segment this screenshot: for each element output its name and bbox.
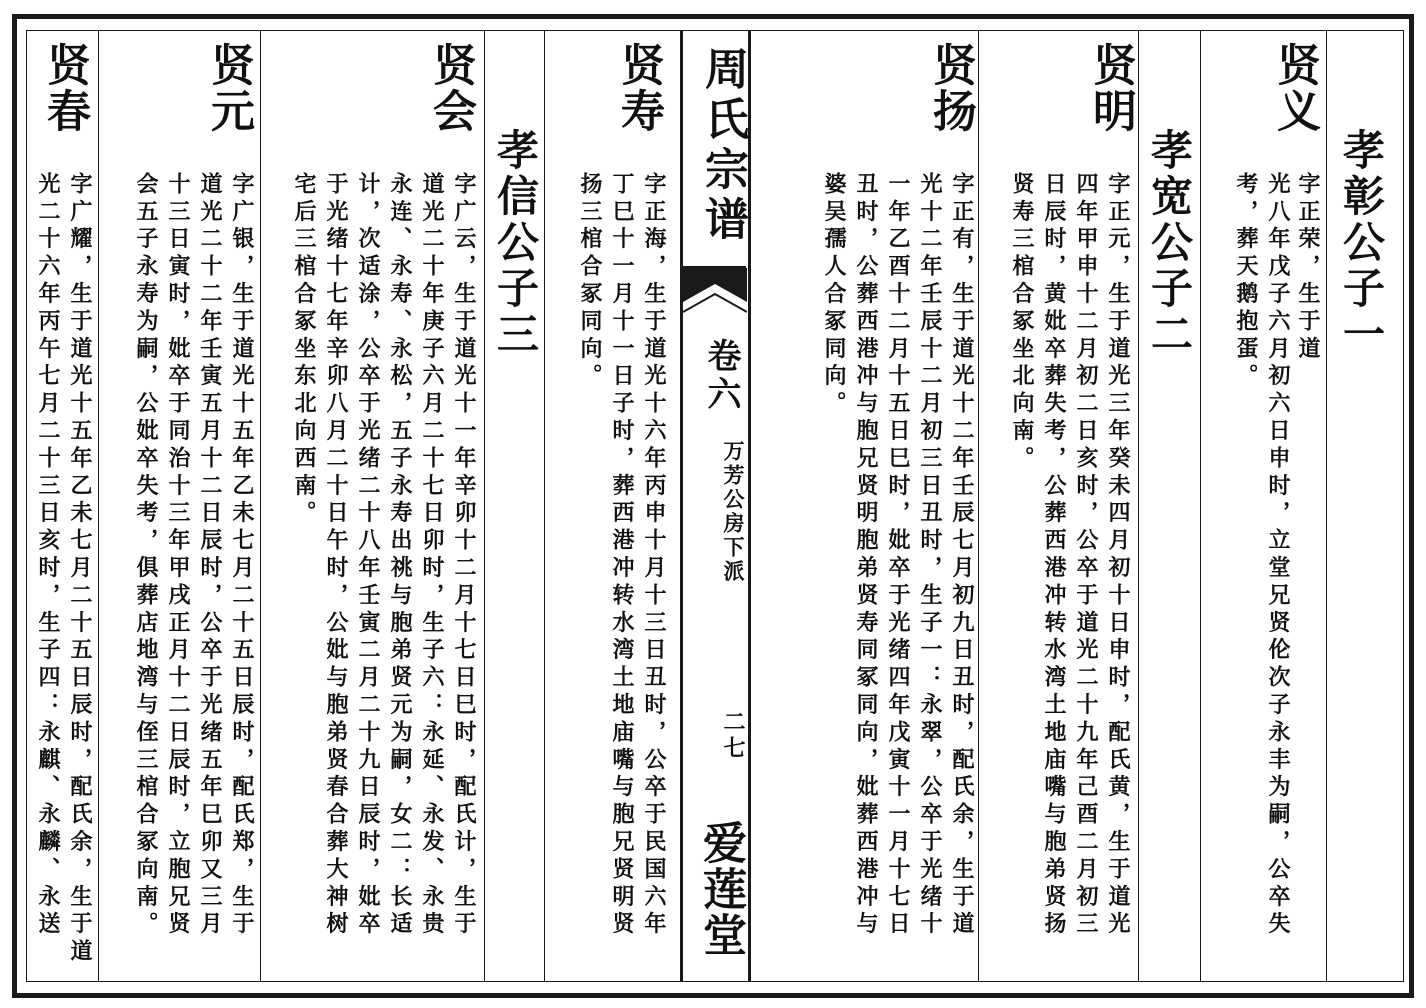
column-divider — [544, 30, 545, 982]
generation-heading: 孝宽公子二 — [1145, 128, 1194, 358]
column-divider — [1200, 30, 1201, 982]
spine-left-edge — [680, 30, 683, 982]
entry-line: 字正元，生于道光三年癸未四月初十日申时，配氏黄，生于道光 — [1105, 172, 1131, 940]
person-name: 贤会 — [425, 42, 476, 134]
entry-line: 字广耀，生于道光十五年乙未七月二十五日辰时，配氏余，生于道 — [67, 172, 93, 967]
branch-label: 万芳公房下派 — [721, 440, 746, 584]
entry-line: 考，葬天鹅抱蛋。 — [1233, 172, 1259, 392]
entry-line: 四年甲申十二月初二日亥时，公卒于道光二十九年己酉二月初三 — [1073, 172, 1099, 940]
entry-line: 字广云，生于道光十一年辛卯十二月十七日巳时，配氏计，生于 — [451, 172, 477, 940]
volume-label: 卷六 — [701, 338, 741, 414]
entry-line: 宅后三棺合冢坐东北向西南。 — [291, 172, 317, 529]
entry-line: 字正有，生于道光十二年壬辰七月初九日丑时，配氏余，生于道 — [949, 172, 975, 940]
hall-name: 爱莲堂 — [695, 820, 746, 958]
entry-line: 字正海，生于道光十六年丙申十月十三日丑时，公卒于民国六年 — [641, 172, 667, 940]
person-name: 贤扬 — [925, 42, 976, 134]
person-name: 贤寿 — [613, 42, 664, 134]
entry-line: 光八年戊子六月初六日申时，立堂兄贤伦次子永丰为嗣，公卒失 — [1265, 172, 1291, 940]
entry-line: 会五子永寿为嗣，公妣卒失考，俱葬店地湾与侄三棺合冢向南。 — [133, 172, 159, 940]
entry-line: 一年乙酉十二月十五日巳时，妣卒于光绪四年戊寅十一月十七日 — [885, 172, 911, 940]
entry-line: 光二十六年丙午七月二十三日亥时，生子四：永麒、永麟、永送 — [35, 172, 61, 940]
entry-line: 计，次适涂，公卒于光绪二十八年壬寅二月二十九日辰时，妣卒 — [355, 172, 381, 940]
entry-line: 十三日寅时，妣卒于同治十三年甲戌正月十二日辰时，立胞兄贤 — [165, 172, 191, 940]
entry-line: 光十二年壬辰十二月初三日丑时，生子一：永翠，公卒于光绪十 — [917, 172, 943, 940]
entry-line: 贤寿三棺合冢坐北向南。 — [1009, 172, 1035, 474]
column-divider — [1326, 30, 1327, 982]
entry-line: 道光二十年庚子六月二十七日卯时，生子六：永延、永发、永贵 — [419, 172, 445, 940]
entry-line: 于光绪十七年辛卯八月二十日午时，公妣与胞弟贤春合葬大神树 — [323, 172, 349, 940]
genealogy-title: 周氏宗谱 — [697, 46, 748, 246]
entry-line: 永连、永寿、永松，五子永寿出祧与胞弟贤元为嗣，女二：长适 — [387, 172, 413, 940]
column-divider — [484, 30, 485, 982]
column-divider — [260, 30, 261, 982]
generation-heading: 孝彰公子一 — [1337, 128, 1386, 358]
spine-fishtail-emblem — [683, 268, 747, 338]
person-name: 贤明 — [1085, 42, 1136, 134]
entry-line: 字正荣，生于道 — [1295, 172, 1321, 364]
generation-heading: 孝信公子三 — [491, 128, 540, 358]
column-divider — [978, 30, 979, 982]
entry-line: 日辰时，黄妣卒葬失考，公葬西港冲转水湾土地庙嘴与胞弟贤扬 — [1041, 172, 1067, 940]
page-number: 二七 — [720, 710, 746, 762]
column-divider — [1138, 30, 1139, 982]
entry-line: 丑时，公葬西港冲与胞兄贤明胞弟贤寿同冢同向，妣葬西港冲与 — [853, 172, 879, 940]
entry-line: 字广银，生于道光十五年乙未七月二十五日辰时，配氏郑，生于 — [229, 172, 255, 940]
entry-line: 丁巳十一月十一日子时，葬西港冲转水湾土地庙嘴与胞兄贤明贤 — [609, 172, 635, 940]
entry-line: 扬三棺合冢同向。 — [577, 172, 603, 392]
person-name: 贤元 — [203, 42, 254, 134]
entry-line: 道光二十二年壬寅五月十二日辰时，公卒于光绪五年巳卯又三月 — [197, 172, 223, 940]
column-divider — [98, 30, 99, 982]
person-name: 贤春 — [39, 42, 90, 134]
entry-line: 婆吴孺人合冢同向。 — [821, 172, 847, 419]
person-name: 贤义 — [1269, 42, 1320, 134]
